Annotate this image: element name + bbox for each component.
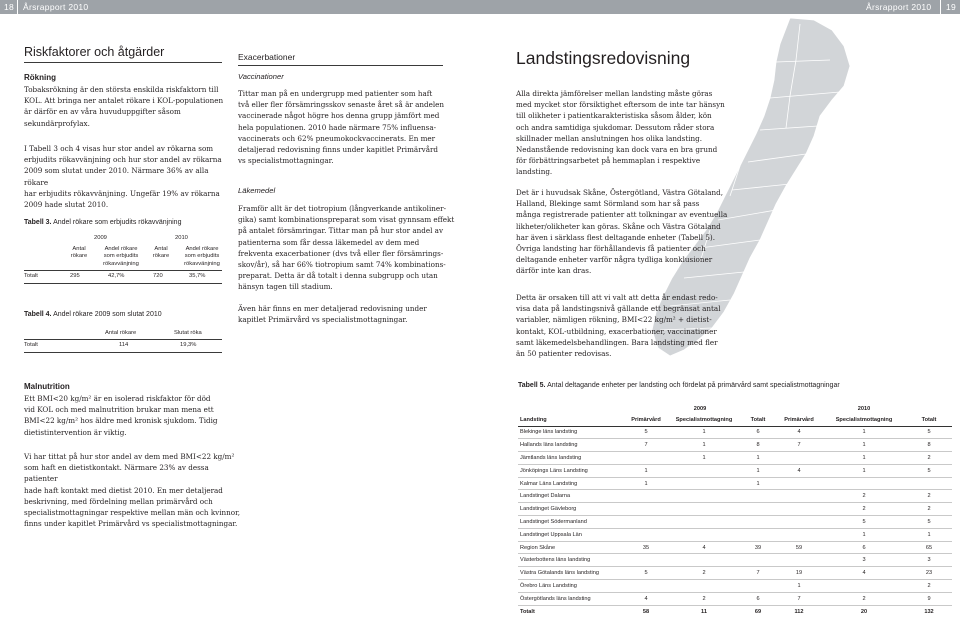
cell	[624, 554, 668, 567]
row-label: Landstinget Gävleborg	[518, 503, 624, 516]
table-row	[518, 516, 952, 529]
cell	[822, 580, 906, 593]
table-row	[518, 503, 952, 516]
cell: 4	[822, 567, 906, 580]
cell	[776, 490, 822, 503]
text-line: två eller fler försämringsskov senaste året så är andelen	[238, 100, 445, 110]
right-running-title: Årsrapport 2010	[866, 2, 932, 12]
col-header-andel	[97, 246, 145, 268]
cell: 9	[906, 592, 952, 605]
cell: 1	[740, 452, 776, 465]
cell: 8	[740, 439, 776, 452]
table-total-row	[518, 605, 952, 618]
col-header: Primärvård	[776, 414, 822, 426]
paragraph	[24, 451, 244, 529]
row-label: Totalt	[24, 273, 38, 279]
divider	[24, 270, 222, 271]
text-line: hade haft kontakt med dietist 2010. En mer detaljerad	[24, 485, 223, 495]
divider	[238, 65, 443, 66]
table-row	[518, 541, 952, 554]
table-row	[518, 490, 952, 503]
cell	[668, 490, 740, 503]
row-label: Östergötlands läns landsting	[518, 592, 624, 605]
text-line: Tobaksrökning är den största enskilda riskfaktorn till	[24, 85, 219, 94]
paragraph	[24, 393, 239, 438]
table4-title	[24, 311, 162, 318]
paragraph	[516, 88, 741, 178]
cell: 5	[822, 516, 906, 529]
paragraph	[516, 292, 741, 359]
cell	[624, 503, 668, 516]
cell	[668, 554, 740, 567]
text-line: patienterna som får dessa läkemedel av dem med	[238, 237, 420, 247]
text-line: kontakt, KOL-utbildning, exacerbationer, vaccinationer	[516, 326, 717, 336]
cell: 2	[668, 567, 740, 580]
cell: 1	[668, 426, 740, 439]
text-line: frekventa exacerbationer (dvs två eller fler försämrings-	[238, 248, 444, 258]
text-line: variabler, nämligen rökning, BMI<22 kg/m² + dietist-	[516, 315, 712, 325]
text-line: samt läkemedelsbehandlingen. Bara landsting med fler	[516, 337, 718, 347]
cell: 69	[740, 605, 776, 618]
paragraph	[238, 88, 453, 166]
divider	[24, 339, 222, 340]
table-row	[518, 426, 952, 439]
row-label: Totalt	[24, 342, 38, 348]
table-header	[518, 414, 952, 426]
cell	[740, 516, 776, 529]
vaccinationer-heading: Vaccinationer	[238, 72, 284, 81]
cell	[624, 580, 668, 593]
cell: 6	[740, 592, 776, 605]
cell: 2	[822, 490, 906, 503]
text-line: hela populationen. 2010 hade närmare 75% influensa-	[238, 122, 437, 132]
text-line: erbjudits rökavvänjning och hur stor andel av rökarna	[24, 155, 222, 165]
cell: 132	[906, 605, 952, 618]
cell: 19	[776, 567, 822, 580]
col-header: Specialistmottagning	[668, 414, 740, 426]
table-row	[518, 554, 952, 567]
cell	[624, 452, 668, 465]
cell: 112	[776, 605, 822, 618]
text-line: landsting.	[516, 167, 553, 177]
text-line: Det är i huvudsak Skåne, Östergötland, Västra Götaland,	[516, 188, 724, 197]
cell: 4	[668, 541, 740, 554]
text-line: och andra samtidiga sjukdomar. Dessutom råder stora	[516, 122, 715, 132]
cell: 7	[740, 567, 776, 580]
cell	[668, 516, 740, 529]
cell: 2	[906, 490, 952, 503]
cell: 720	[153, 273, 163, 279]
col-header: Antal rökare	[105, 330, 137, 336]
table-row	[518, 528, 952, 541]
text-line: rökavvänjning	[103, 260, 139, 267]
cell: 1	[822, 426, 906, 439]
col-header: Slutat röka	[174, 330, 202, 336]
cell	[668, 477, 740, 490]
text-line: Framför allt är det tiotropium (långverkande antikoliner-	[238, 204, 447, 213]
lakemedel-heading: Läkemedel	[238, 186, 276, 195]
text-line: rökare	[70, 253, 88, 260]
text-line: för förbättringsarbetet på hemmaplan i respektive	[516, 156, 701, 166]
text-line: specialistmottagningar respektive mellan män och kvinnor,	[24, 508, 241, 518]
cell	[668, 580, 740, 593]
cell: 23	[906, 567, 952, 580]
cell	[776, 452, 822, 465]
col-header: Specialistmottagning	[822, 414, 906, 426]
left-running-title: Årsrapport 2010	[23, 2, 89, 12]
text-line: Ett BMI<20 kg/m² är en isolerad riskfaktor för död	[24, 394, 211, 403]
cell: 7	[776, 439, 822, 452]
text-line: vaccinerade något högre hos denna grupp jämfört med	[238, 111, 440, 121]
cell: 58	[624, 605, 668, 618]
row-label: Hallands läns landsting	[518, 439, 624, 452]
text-line: deltagande enheter varför några tydliga konklusioner	[516, 255, 713, 265]
malnutrition-heading: Malnutrition	[24, 382, 70, 391]
divider	[17, 0, 18, 14]
row-label: Västerbottens läns landsting	[518, 554, 624, 567]
row-label: Jönköpings Läns Landsting	[518, 464, 624, 477]
text-line: I Tabell 3 och 4 visas hur stor andel av rökarna som	[24, 144, 214, 153]
divider	[24, 62, 222, 63]
cell	[668, 528, 740, 541]
text-line: KOL. Att bringa ner antalet rökare i KOL-populationen	[24, 96, 224, 106]
row-label: Landstinget Uppsala Län	[518, 528, 624, 541]
cell: 3	[822, 554, 906, 567]
cell: 1	[668, 452, 740, 465]
paragraph	[24, 84, 229, 129]
text-line: vs specialistmottagningar.	[238, 156, 334, 166]
col-header-antal	[146, 246, 176, 261]
cell	[906, 477, 952, 490]
cell	[776, 554, 822, 567]
cell: 7	[776, 592, 822, 605]
section-title: Riskfaktorer och åtgärder	[24, 45, 165, 59]
year-header: 2009	[693, 405, 707, 412]
cell	[740, 554, 776, 567]
table-row	[518, 580, 952, 593]
row-label: Västra Götalands läns landsting	[518, 567, 624, 580]
text-line: Alla direkta jämförelser mellan landsting måste göras	[516, 89, 713, 98]
cell: 65	[906, 541, 952, 554]
text-line: finns under kapitlet Primärvård vs specialistmottagningar.	[24, 519, 238, 529]
cell	[822, 477, 906, 490]
text-line: preparat. Detta är då totalt i denna subgrupp och utan	[238, 271, 438, 281]
text-line: rökare	[152, 253, 170, 260]
text-line: vid KOL och med malnutrition brukar man mena ett	[24, 405, 214, 415]
text-line: Vi har tittat på hur stor andel av dem med BMI<22 kg/m²	[24, 452, 235, 461]
text-line: likheter/olikheter kan göras. Skåne och Västra Götaland	[516, 221, 721, 231]
cell	[740, 490, 776, 503]
cell: 295	[70, 273, 80, 279]
table-label: Tabell 5.	[518, 382, 546, 389]
cell	[518, 403, 624, 414]
col-header-andel	[178, 246, 226, 268]
cell	[740, 580, 776, 593]
cell: 6	[740, 426, 776, 439]
text-line: Detta är orsaken till att vi valt att detta år endast redo-	[516, 293, 718, 302]
table-caption: Andel rökare som erbjudits rökavvänjning	[53, 219, 182, 226]
cell: 1	[740, 464, 776, 477]
cell: 1	[668, 439, 740, 452]
text-line: Övriga landsting har förhållandevis få patienter och	[516, 244, 706, 254]
text-line: visa data på landstingsnivå gällande ett begränsat antal	[516, 304, 721, 314]
cell	[776, 477, 822, 490]
cell: 19,3%	[180, 342, 197, 348]
year-header: 2009	[94, 235, 107, 241]
cell: 4	[776, 464, 822, 477]
cell: 2	[906, 580, 952, 593]
cell: 5	[624, 426, 668, 439]
cell: 39	[740, 541, 776, 554]
divider	[24, 283, 222, 284]
cell: 59	[776, 541, 822, 554]
cell	[776, 503, 822, 516]
cell: 1	[906, 528, 952, 541]
table-caption: Antal deltagande enheter per landsting och fördelat på primärvård samt specialistmottagningar	[547, 382, 840, 389]
cell: 1	[822, 452, 906, 465]
text-line: Nedanstående redovisning kan dock vara en bra grund	[516, 145, 718, 155]
row-label: Kalmar Läns Landsting	[518, 477, 624, 490]
divider	[24, 352, 222, 353]
row-label: Landstinget Södermanland	[518, 516, 624, 529]
cell: 1	[624, 464, 668, 477]
text-line: dietistintervention är viktig.	[24, 427, 127, 437]
cell: 35,7%	[189, 273, 206, 279]
text-line: 2009 hade slutat 2010.	[24, 200, 109, 210]
paragraph	[516, 187, 741, 277]
text-line: som erbjudits	[103, 253, 139, 260]
cell: 5	[906, 426, 952, 439]
text-line: vaccinerats och 62% pneumokockvaccinerats. En mer	[238, 133, 436, 143]
left-page-number: 18	[4, 2, 15, 12]
text-line: än 50 patienter redovisas.	[516, 349, 612, 359]
cell: 20	[822, 605, 906, 618]
text-line: Andel rökare	[104, 246, 138, 252]
table5	[518, 403, 952, 618]
cell: 5	[906, 464, 952, 477]
cell: 1	[822, 439, 906, 452]
col-header: Totalt	[906, 414, 952, 426]
cell: 1	[822, 464, 906, 477]
year-header: 2010	[175, 235, 188, 241]
text-line: på antalet försämringar. Tittar man på hur stor andel av	[238, 226, 444, 236]
table5-title	[518, 382, 840, 389]
rokning-heading: Rökning	[24, 73, 56, 82]
cell	[624, 516, 668, 529]
row-label: Örebro Läns Landsting	[518, 580, 624, 593]
text-line: till olikheter i patientkarakteristiska såsom ålder, kön	[516, 111, 712, 121]
col-header-antal	[64, 246, 94, 261]
paragraph	[238, 303, 453, 325]
table3-title	[24, 219, 181, 226]
row-label: Landstinget Dalarna	[518, 490, 624, 503]
row-label: Blekinge läns landsting	[518, 426, 624, 439]
cell: 5	[624, 567, 668, 580]
text-line: Andel rökare	[185, 246, 219, 252]
cell: 4	[776, 426, 822, 439]
text-line: detaljerad redovisning finns under kapitlet Primärvård	[238, 145, 439, 155]
col-header: Primärvård	[624, 414, 668, 426]
cell: 8	[906, 439, 952, 452]
text-line: 2009 som slutat under 2010. Närmare 36% av alla rökare	[24, 166, 209, 187]
table-row	[518, 567, 952, 580]
table-row	[518, 592, 952, 605]
row-label: Jämtlands läns landsting	[518, 452, 624, 465]
table-row	[518, 477, 952, 490]
text-line: därför inte kan dras.	[516, 266, 592, 276]
cell	[668, 464, 740, 477]
col-header: Landsting	[518, 414, 624, 426]
year-header: 2010	[857, 405, 871, 412]
cell: 1	[822, 528, 906, 541]
cell: 114	[119, 342, 129, 348]
table-header-years	[518, 403, 952, 414]
text-line: många registrerade patienter att tolkningar av eventuella	[516, 210, 728, 220]
text-line: BMI<22 kg/m² hos äldre med kronisk sjukdom. Tidig	[24, 416, 218, 426]
cell: 35	[624, 541, 668, 554]
cell	[776, 528, 822, 541]
cell	[740, 528, 776, 541]
text-line: har erbjudits rökavvänjning. Ungefär 19% av rökarna	[24, 188, 220, 198]
cell: 5	[906, 516, 952, 529]
cell	[624, 490, 668, 503]
text-line: skov/år), så har 66% tiotropium samt 74% kombinations-	[238, 260, 446, 270]
cell: 11	[668, 605, 740, 618]
text-line: Antal	[72, 246, 86, 252]
table-row	[518, 439, 952, 452]
text-line: sekundärprofylax.	[24, 118, 90, 128]
text-line: kapitlet Primärvård vs specialistmottagningar.	[238, 315, 408, 325]
table-row	[518, 452, 952, 465]
cell: 2	[906, 452, 952, 465]
cell: 6	[822, 541, 906, 554]
cell: 1	[776, 580, 822, 593]
cell: 2	[822, 503, 906, 516]
cell	[740, 503, 776, 516]
text-line: är därför en av våra huvuduppgifter såsom	[24, 107, 181, 117]
text-line: med mycket stor försiktighet eftersom de inte tar hänsyn	[516, 100, 725, 110]
text-line: Även här finns en mer detaljerad redovisning under	[238, 304, 427, 313]
table-row	[518, 464, 952, 477]
table-label: Tabell 3.	[24, 219, 52, 226]
cell: 7	[624, 439, 668, 452]
paragraph	[24, 143, 234, 210]
cell: 1	[624, 477, 668, 490]
col-header: Totalt	[740, 414, 776, 426]
text-line: har även i särklass flest deltagande enheter (Tabell 5).	[516, 232, 715, 242]
text-line: skillnader mellan anslutningen hos olika landsting.	[516, 133, 703, 143]
text-line: som erbjudits	[184, 253, 220, 260]
cell: 4	[624, 592, 668, 605]
row-label: Totalt	[518, 605, 624, 618]
cell: 3	[906, 554, 952, 567]
section-title: Landstingsredovisning	[516, 48, 691, 68]
cell	[624, 528, 668, 541]
cell	[776, 516, 822, 529]
text-line: Tittar man på en undergrupp med patienter som haft	[238, 89, 433, 98]
text-line: rökavvänjning	[184, 260, 220, 267]
row-label: Region Skåne	[518, 541, 624, 554]
cell: 2	[668, 592, 740, 605]
table-caption: Andel rökare 2009 som slutat 2010	[53, 311, 162, 318]
section-title: Exacerbationer	[238, 52, 296, 62]
text-line: hänsyn tagen till stadium.	[238, 282, 333, 292]
cell: 1	[740, 477, 776, 490]
cell: 42,7%	[108, 273, 125, 279]
text-line: gika) samt kombinationspreparat som visat gynnsam effekt	[238, 215, 455, 225]
paragraph	[238, 203, 458, 293]
text-line: Antal	[154, 246, 168, 252]
cell	[668, 503, 740, 516]
text-line: beskrivning, med fördelning mellan primärvård och	[24, 496, 213, 506]
right-page-number: 19	[946, 2, 957, 12]
text-line: som haft en dietistkontakt. Närmare 23% av dessa patienter	[24, 463, 209, 484]
cell: 2	[822, 592, 906, 605]
text-line: Halland, Blekinge samt Sörmland som har så pass	[516, 199, 700, 209]
cell: 2	[906, 503, 952, 516]
table-label: Tabell 4.	[24, 311, 52, 318]
